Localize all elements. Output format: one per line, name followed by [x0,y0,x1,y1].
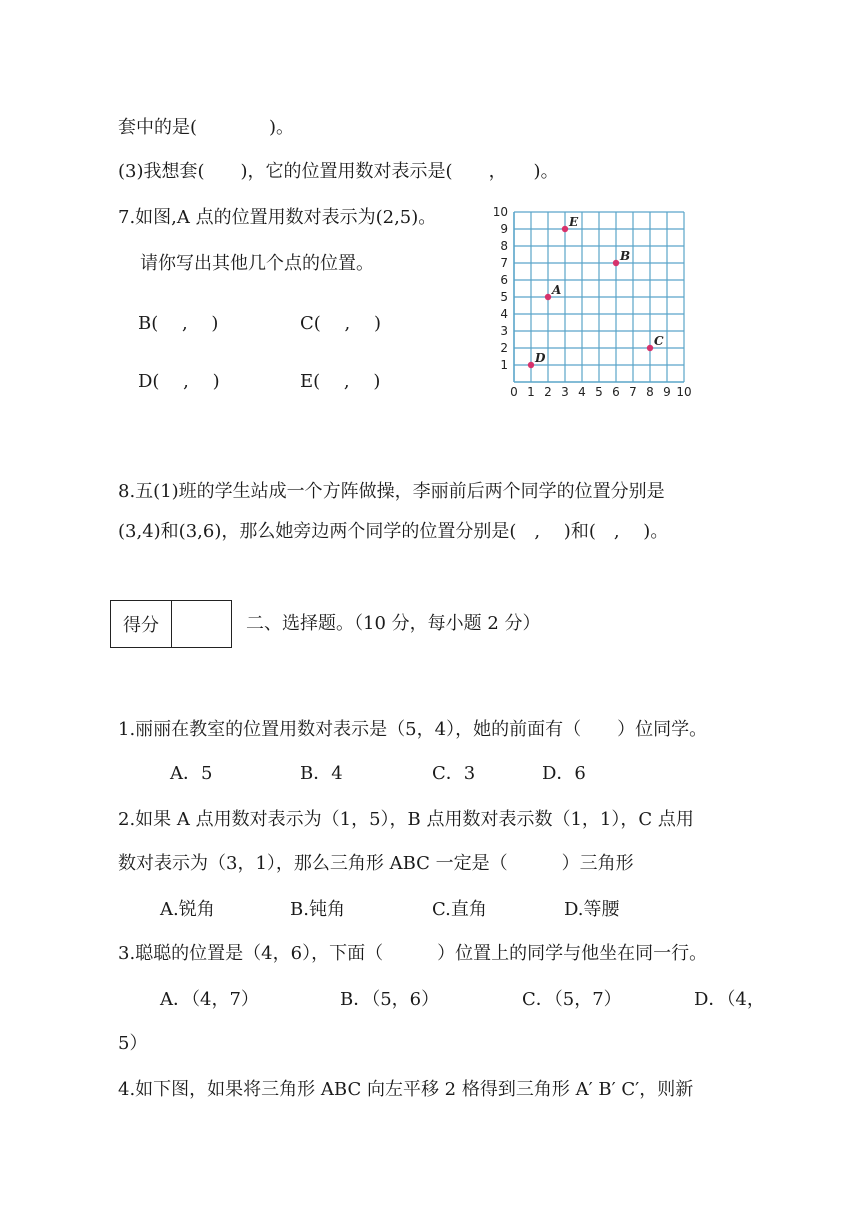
x-tick-label: 1 [527,385,535,399]
point-a [545,294,551,300]
x-tick-label: 10 [676,385,692,399]
x-tick-label: 5 [595,385,603,399]
point-label-d: D [535,351,546,365]
mc3-option-d-wrap: 5） [118,1033,148,1054]
x-tick-label: 0 [510,385,518,399]
mc1-stem: 1.丽丽在教室的位置用数对表示是（5，4），她的前面有（ ）位同学。 [118,719,708,740]
y-tick-label: 7 [500,256,508,270]
q7-blank-b: B( , ) [138,313,219,334]
score-label: 得分 [111,601,172,647]
q7-instruction: 请你写出其他几个点的位置。 [140,253,374,274]
y-tick-label: 3 [500,324,508,338]
mc2-stem-line-2: 数对表示为（3，1），那么三角形 ABC 一定是（ ）三角形 [118,853,634,874]
y-tick-label: 6 [500,273,508,287]
mc1-option-d: D．6 [542,763,586,784]
section-2-title: 二、选择题。（10 分，每小题 2 分） [246,613,541,634]
mc3-option-a: A．（4，7） [160,989,259,1010]
q7-blank-d: D( , ) [138,371,220,392]
mc3-option-c: C．（5，7） [522,989,622,1010]
mc4-stem: 4.如下图，如果将三角形 ABC 向左平移 2 格得到三角形 A′ B′ C′，则新 [118,1079,694,1100]
mc2-option-b: B.钝角 [290,899,345,920]
score-box [110,600,232,648]
q7-stem: 7.如图,A 点的位置用数对表示为(2,5)。 [118,207,437,228]
y-tick-label: 4 [500,307,508,321]
x-tick-label: 8 [646,385,654,399]
x-tick-label: 2 [544,385,552,399]
mc3-stem: 3.聪聪的位置是（4，6），下面（ ）位置上的同学与他坐在同一行。 [118,943,708,964]
mc2-stem-line-1: 2.如果 A 点用数对表示为（1，5），B 点用数对表示数（1，1），C 点用 [118,809,694,830]
mc3-option-b: B．（5，6） [340,989,440,1010]
q7-blank-c: C( , ) [300,313,381,334]
q8-line-2: (3,4)和(3,6)，那么她旁边两个同学的位置分别是( , )和( , )。 [118,521,669,542]
mc1-option-a: A．5 [170,763,213,784]
x-tick-label: 7 [629,385,637,399]
point-e [562,226,568,232]
y-tick-label: 1 [500,358,508,372]
x-tick-label: 9 [663,385,671,399]
y-tick-label: 5 [500,290,508,304]
point-d [528,362,534,368]
y-tick-label: 9 [500,222,508,236]
mc2-option-a: A.锐角 [160,899,215,920]
mc2-option-d: D.等腰 [564,899,620,920]
point-label-e: E [569,215,579,229]
point-b [613,260,619,266]
mc1-option-c: C．3 [432,763,476,784]
x-tick-label: 4 [578,385,586,399]
y-tick-label: 8 [500,239,508,253]
point-label-a: A [552,283,562,297]
score-blank [172,601,231,647]
point-label-c: C [654,334,664,348]
point-c [647,345,653,351]
y-tick-label: 2 [500,341,508,355]
point-label-b: B [620,249,631,263]
x-tick-label: 3 [561,385,569,399]
q7-blank-e: E( , ) [300,371,381,392]
q6-continuation: 套中的是( )。 [118,117,295,138]
q6-sub3: (3)我想套( )，它的位置用数对表示是( ， )。 [118,161,559,182]
x-tick-label: 6 [612,385,620,399]
mc2-option-c: C.直角 [432,899,487,920]
mc3-option-d: D．（4， [694,989,765,1010]
y-tick-label: 10 [492,205,508,219]
q8-line-1: 8.五(1)班的学生站成一个方阵做操，李丽前后两个同学的位置分别是 [118,481,665,502]
mc1-option-b: B．4 [300,763,343,784]
coordinate-grid-chart [490,200,720,400]
